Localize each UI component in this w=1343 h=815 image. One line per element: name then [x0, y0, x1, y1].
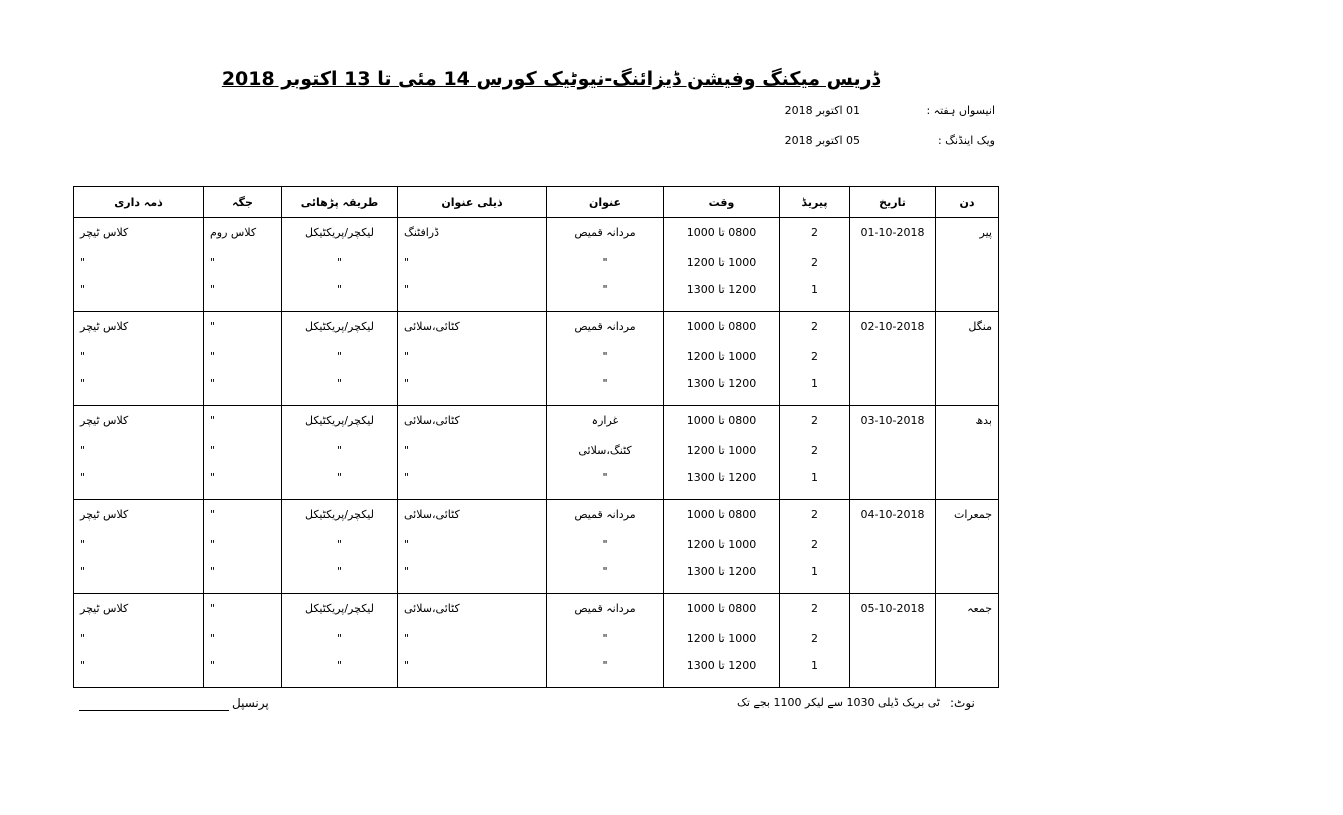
method-cell: "	[282, 283, 398, 312]
subtopic-cell: "	[398, 377, 547, 406]
topic-cell: "	[547, 659, 664, 688]
table-row	[74, 312, 999, 351]
date-cell	[850, 565, 936, 594]
header-period: پیریڈ	[780, 187, 850, 218]
subtopic-cell: "	[398, 565, 547, 594]
method-cell: "	[282, 659, 398, 688]
time-cell: 1200 تا 1300	[664, 659, 780, 688]
place-cell: کلاس روم	[204, 218, 282, 257]
table-row	[74, 350, 999, 377]
topic-cell: "	[547, 377, 664, 406]
topic-cell: غرارہ	[547, 406, 664, 445]
method-cell: "	[282, 565, 398, 594]
week-date: 01 اکتوبر 2018	[784, 104, 860, 117]
place-cell: "	[204, 594, 282, 633]
subtopic-cell: کٹائی،سلائی	[398, 406, 547, 445]
place-cell: "	[204, 444, 282, 471]
time-cell: 0800 تا 1000	[664, 406, 780, 445]
responsibility-cell: کلاس ٹیچر	[74, 312, 204, 351]
day-cell	[936, 350, 999, 377]
place-cell: "	[204, 283, 282, 312]
method-cell: "	[282, 632, 398, 659]
date-cell: 03-10-2018	[850, 406, 936, 445]
period-cell: 2	[780, 500, 850, 539]
note-label: نوٹ:	[950, 696, 975, 710]
subtopic-cell: "	[398, 256, 547, 283]
place-cell: "	[204, 471, 282, 500]
subtopic-cell: "	[398, 632, 547, 659]
table-row	[74, 471, 999, 500]
place-cell: "	[204, 632, 282, 659]
table-header-row	[74, 187, 999, 218]
subtopic-cell: "	[398, 283, 547, 312]
date-cell	[850, 256, 936, 283]
place-cell: "	[204, 256, 282, 283]
subtopic-cell: "	[398, 350, 547, 377]
table-row	[74, 565, 999, 594]
responsibility-cell: "	[74, 538, 204, 565]
period-cell: 2	[780, 594, 850, 633]
table-row	[74, 406, 999, 445]
table-row	[74, 500, 999, 539]
day-cell	[936, 538, 999, 565]
method-cell: "	[282, 538, 398, 565]
header-topic: عنوان	[547, 187, 664, 218]
topic-cell: "	[547, 632, 664, 659]
header-subtopic: ذیلی عنوان	[398, 187, 547, 218]
place-cell: "	[204, 350, 282, 377]
responsibility-cell: کلاس ٹیچر	[74, 594, 204, 633]
date-cell	[850, 283, 936, 312]
responsibility-cell: کلاس ٹیچر	[74, 500, 204, 539]
table-row	[74, 283, 999, 312]
responsibility-cell: "	[74, 377, 204, 406]
method-cell: لیکچر/پریکٹیکل	[282, 312, 398, 351]
method-cell: لیکچر/پریکٹیکل	[282, 406, 398, 445]
subtopic-cell: ڈرافٹنگ	[398, 218, 547, 257]
method-cell: لیکچر/پریکٹیکل	[282, 594, 398, 633]
date-cell	[850, 350, 936, 377]
table-row	[74, 632, 999, 659]
topic-cell: مردانہ قمیص	[547, 594, 664, 633]
topic-cell: "	[547, 565, 664, 594]
table-row	[74, 444, 999, 471]
responsibility-cell: "	[74, 350, 204, 377]
period-cell: 2	[780, 350, 850, 377]
day-cell: پیر	[936, 218, 999, 257]
period-cell: 1	[780, 659, 850, 688]
place-cell: "	[204, 406, 282, 445]
time-cell: 0800 تا 1000	[664, 500, 780, 539]
date-cell	[850, 659, 936, 688]
table-row	[74, 377, 999, 406]
day-cell: جمعرات	[936, 500, 999, 539]
topic-cell: مردانہ قمیص	[547, 218, 664, 257]
day-cell	[936, 565, 999, 594]
time-cell: 1000 تا 1200	[664, 632, 780, 659]
time-cell: 1200 تا 1300	[664, 283, 780, 312]
topic-cell: مردانہ قمیص	[547, 312, 664, 351]
week-label: انیسواں ہفتہ :	[926, 104, 995, 117]
period-cell: 1	[780, 283, 850, 312]
responsibility-cell: "	[74, 565, 204, 594]
header-date: تاریخ	[850, 187, 936, 218]
date-cell: 04-10-2018	[850, 500, 936, 539]
day-cell	[936, 659, 999, 688]
time-cell: 0800 تا 1000	[664, 594, 780, 633]
method-cell: لیکچر/پریکٹیکل	[282, 500, 398, 539]
place-cell: "	[204, 659, 282, 688]
period-cell: 2	[780, 444, 850, 471]
period-cell: 2	[780, 632, 850, 659]
header-day: دن	[936, 187, 999, 218]
period-cell: 2	[780, 218, 850, 257]
subtopic-cell: "	[398, 471, 547, 500]
subtopic-cell: "	[398, 444, 547, 471]
subtopic-cell: "	[398, 538, 547, 565]
responsibility-cell: "	[74, 444, 204, 471]
note-text: ٹی بریک ڈیلی 1030 سے لیکر 1100 بجے تک	[736, 696, 940, 709]
table-row	[74, 218, 999, 257]
signature-label: پرنسپل	[232, 696, 269, 710]
page-title: ڈریس میکنگ وفیشن ڈیزائنگ-نیوٹیک کورس 14 مئی تا 13 اکتوبر 2018	[221, 68, 880, 90]
topic-cell: "	[547, 350, 664, 377]
date-cell	[850, 377, 936, 406]
period-cell: 2	[780, 256, 850, 283]
ending-date: 05 اکتوبر 2018	[784, 134, 860, 147]
period-cell: 2	[780, 406, 850, 445]
time-cell: 1000 تا 1200	[664, 444, 780, 471]
time-cell: 1200 تا 1300	[664, 471, 780, 500]
day-cell: جمعہ	[936, 594, 999, 633]
method-cell: لیکچر/پریکٹیکل	[282, 218, 398, 257]
date-cell	[850, 444, 936, 471]
day-cell: بدھ	[936, 406, 999, 445]
time-cell: 1200 تا 1300	[664, 377, 780, 406]
responsibility-cell: "	[74, 471, 204, 500]
time-cell: 0800 تا 1000	[664, 312, 780, 351]
header-place: جگہ	[204, 187, 282, 218]
subtopic-cell: کٹائی،سلائی	[398, 594, 547, 633]
day-cell	[936, 256, 999, 283]
day-cell	[936, 377, 999, 406]
ending-label: ویک اینڈنگ :	[937, 134, 995, 147]
topic-cell: "	[547, 283, 664, 312]
topic-cell: مردانہ قمیص	[547, 500, 664, 539]
date-cell: 01-10-2018	[850, 218, 936, 257]
responsibility-cell: "	[74, 256, 204, 283]
method-cell: "	[282, 471, 398, 500]
header-time: وقت	[664, 187, 780, 218]
day-cell	[936, 444, 999, 471]
period-cell: 1	[780, 565, 850, 594]
period-cell: 1	[780, 377, 850, 406]
day-cell: منگل	[936, 312, 999, 351]
schedule-table	[73, 186, 999, 688]
responsibility-cell: "	[74, 659, 204, 688]
place-cell: "	[204, 377, 282, 406]
responsibility-cell: "	[74, 632, 204, 659]
method-cell: "	[282, 256, 398, 283]
method-cell: "	[282, 377, 398, 406]
time-cell: 1000 تا 1200	[664, 256, 780, 283]
date-cell: 05-10-2018	[850, 594, 936, 633]
table-row	[74, 594, 999, 633]
table-row	[74, 659, 999, 688]
table-row	[74, 256, 999, 283]
time-cell: 0800 تا 1000	[664, 218, 780, 257]
responsibility-cell: کلاس ٹیچر	[74, 406, 204, 445]
time-cell: 1000 تا 1200	[664, 538, 780, 565]
date-cell: 02-10-2018	[850, 312, 936, 351]
topic-cell: "	[547, 538, 664, 565]
method-cell: "	[282, 350, 398, 377]
table-row	[74, 538, 999, 565]
topic-cell: کٹنگ،سلائی	[547, 444, 664, 471]
date-cell	[850, 632, 936, 659]
responsibility-cell: کلاس ٹیچر	[74, 218, 204, 257]
date-cell	[850, 538, 936, 565]
method-cell: "	[282, 444, 398, 471]
place-cell: "	[204, 538, 282, 565]
day-cell	[936, 471, 999, 500]
header-method: طریقہ پڑھائی	[282, 187, 398, 218]
subtopic-cell: کٹائی،سلائی	[398, 312, 547, 351]
time-cell: 1200 تا 1300	[664, 565, 780, 594]
responsibility-cell: "	[74, 283, 204, 312]
day-cell	[936, 283, 999, 312]
signature-line	[79, 710, 229, 711]
time-cell: 1000 تا 1200	[664, 350, 780, 377]
header-responsibility: ذمہ داری	[74, 187, 204, 218]
day-cell	[936, 632, 999, 659]
period-cell: 1	[780, 471, 850, 500]
topic-cell: "	[547, 471, 664, 500]
period-cell: 2	[780, 312, 850, 351]
place-cell: "	[204, 500, 282, 539]
date-cell	[850, 471, 936, 500]
place-cell: "	[204, 312, 282, 351]
subtopic-cell: کٹائی،سلائی	[398, 500, 547, 539]
subtopic-cell: "	[398, 659, 547, 688]
period-cell: 2	[780, 538, 850, 565]
place-cell: "	[204, 565, 282, 594]
topic-cell: "	[547, 256, 664, 283]
